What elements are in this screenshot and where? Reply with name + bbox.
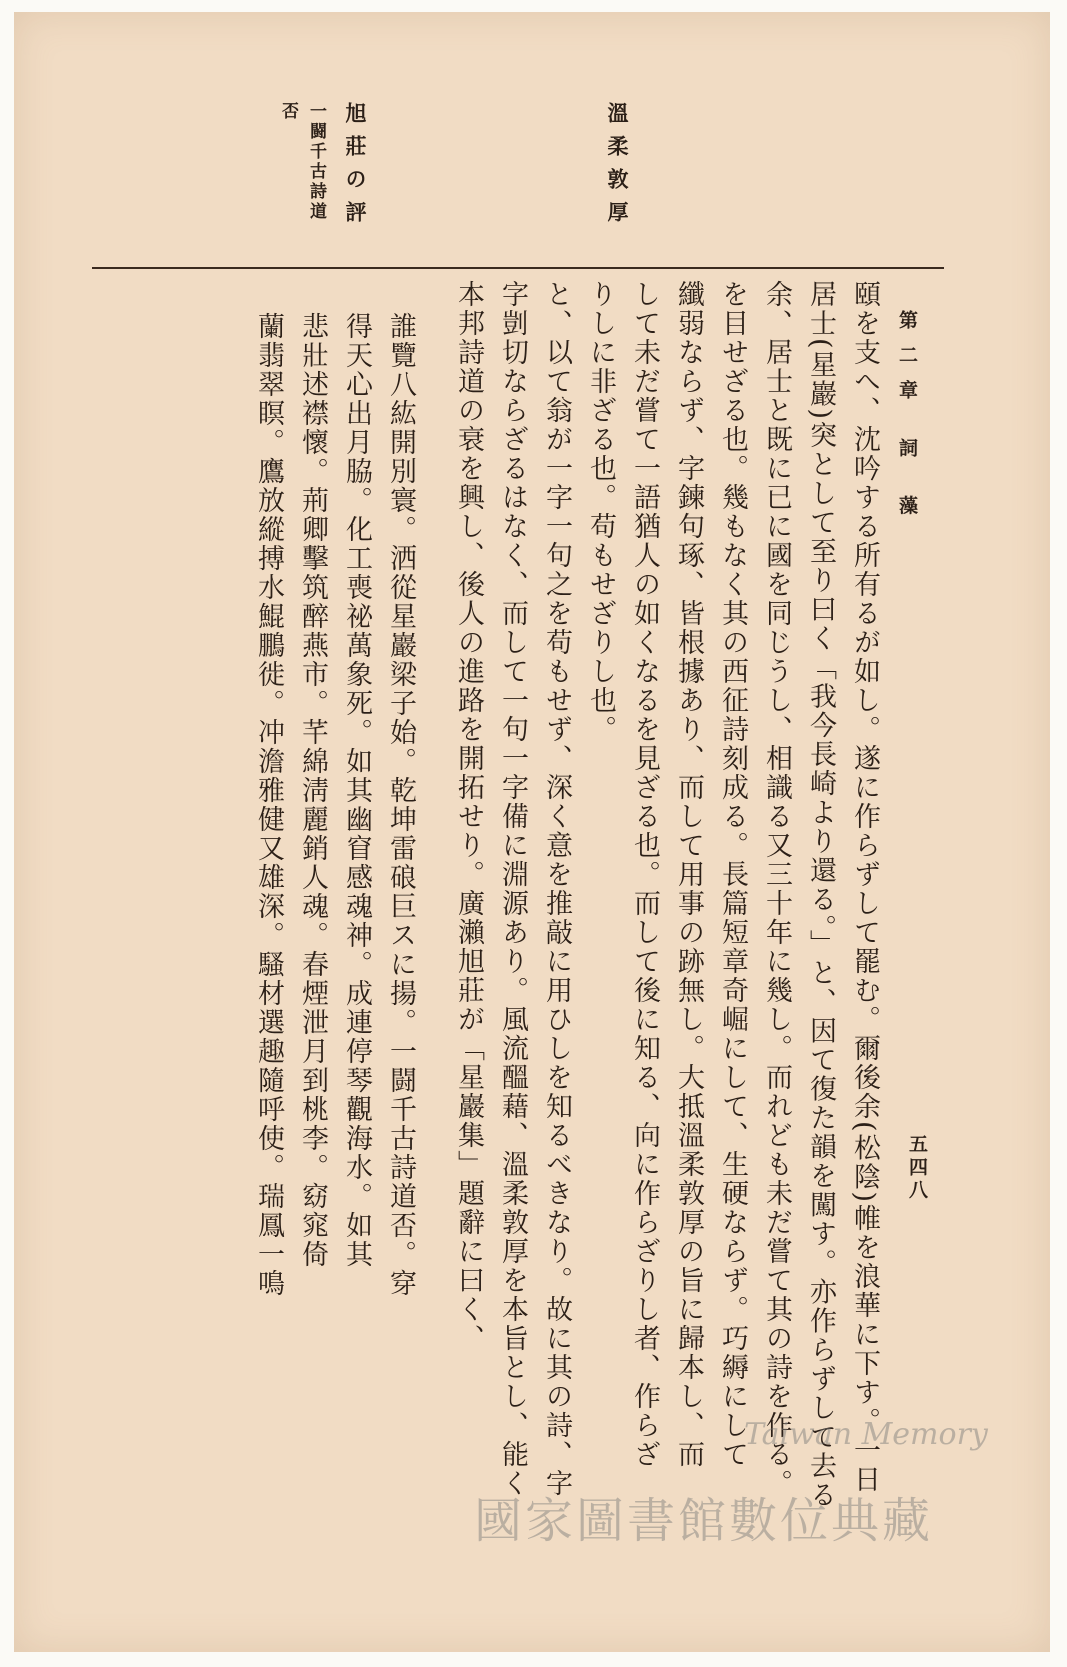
text-line: 居士(星巖)突として至り曰く「我今長崎より還る。」と、因て復た韻を闖す。亦作らずして去る: [805, 280, 836, 1510]
library-watermark: 國家圖書館數位典藏: [474, 1493, 934, 1549]
poem-line: 誰覽八紘開別寰。洒從星巖梁子始。乾坤雷硠巨スに揚。一闘千古詩道否。穿: [385, 312, 416, 1298]
text-line: 頤を支へ、沈吟する所有るが如し。遂に作らずして罷む。爾後余(松陰)帷を浪華に下す。一日: [849, 280, 880, 1495]
margin-heading-kyokuso: 旭莊の評: [343, 102, 368, 234]
book-page: [14, 12, 1050, 1652]
poem-line: 蘭翡翠瞑。鷹放縱搏水鯤鵬徙。冲澹雅健又雄深。騷材選趣隨呼使。瑞鳳一鳴: [253, 312, 284, 1298]
header-rule: [92, 267, 944, 269]
text-line: 余、居士と既に已に國を同じうし、相識る又三十年に幾し。而れども未だ嘗て其の詩を作る。: [761, 280, 792, 1498]
text-line: と、以て翁が一字一句之を苟もせず、深く意を推敲に用ひしを知るべきなり。故に其の詩、字: [541, 280, 572, 1498]
watermark-latin: Taiwan Memory: [744, 1417, 988, 1452]
text-line: して未だ嘗て一語猶人の如くなるを見ざる也。而して後に知る、向に作らざりし者、作らざ: [629, 280, 660, 1469]
text-line: りしに非ざる也。苟もせざりし也。: [585, 280, 616, 744]
chapter-header: 第二章 詞 藻: [896, 310, 918, 531]
text-line: 本邦詩道の衰を興し、後人の進路を開拓せり。廣瀨旭莊が「星巖集」題辭に曰く、: [453, 280, 484, 1353]
text-line: 字剴切ならざるはなく、而して一句一字備に淵源あり。風流醞藉、溫柔敦厚を本旨とし、能く: [497, 280, 528, 1498]
margin-heading-gentle: 溫柔敦厚: [605, 102, 630, 234]
poem-line: 得天心出月脇。化工喪祕萬象死。如其幽窅感魂神。成連停琴觀海水。如其: [341, 312, 372, 1269]
margin-heading-detail-b: 否: [278, 102, 298, 122]
poem-line: 悲壯述襟懷。荊卿擊筑醉燕市。芊綿淸麗銷人魂。春煙泄月到桃李。窈窕倚: [297, 312, 328, 1269]
margin-heading-detail-a: 一闘千古詩道: [306, 102, 326, 222]
page-number: 五四八: [906, 1134, 928, 1203]
text-line: 纖弱ならず、字鍊句琢、皆根據あり、而して用事の跡無し。大抵溫柔敦厚の旨に歸本し、而: [673, 280, 704, 1469]
text-line: を目せざる也。幾もなく其の西征詩刻成る。長篇短章奇崛にして、生硬ならず。巧縟にして: [717, 280, 748, 1469]
